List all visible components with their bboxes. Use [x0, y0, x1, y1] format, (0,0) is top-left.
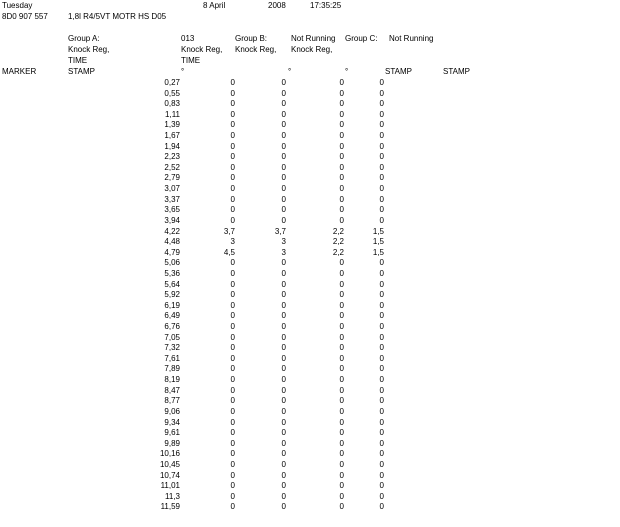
knock-reg-2-cell: 0	[281, 290, 286, 300]
knock-reg-2-cell: 0	[281, 470, 286, 480]
knock-reg-2-cell: 0	[281, 78, 286, 87]
knock-reg-4-cell: 0	[379, 428, 384, 438]
knock-reg-2-cell: 0	[281, 268, 286, 278]
knock-reg-4-cell: 0	[379, 449, 384, 459]
time-stamp-cell: 11,59	[160, 502, 180, 512]
knock-reg-1-cell: 0	[230, 428, 235, 438]
table-row	[0, 163, 620, 174]
knock-reg-1-cell: 0	[230, 311, 235, 321]
knock-reg-1-cell: 0	[230, 438, 235, 448]
table-row	[0, 152, 620, 163]
table-row	[0, 439, 620, 450]
time-stamp-cell: 7,89	[164, 364, 180, 374]
knock-reg-4-cell: 0	[379, 131, 384, 141]
knock-reg-2-cell: 0	[281, 385, 286, 395]
knock-reg-3-cell: 0	[339, 173, 344, 183]
knock-reg-3-cell: 0	[339, 406, 344, 416]
time-stamp-cell: 2,52	[164, 162, 180, 172]
knock-reg-2-cell: 0	[281, 279, 286, 289]
time-stamp-cell: 6,76	[164, 322, 180, 332]
knock-reg-3-cell: 0	[339, 332, 344, 342]
knock-reg-3-cell: 0	[339, 162, 344, 172]
time-stamp-cell: 1,39	[164, 120, 180, 130]
time-stamp-cell: 9,61	[164, 428, 180, 438]
knock-reg-3-cell: 0	[339, 258, 344, 268]
unit-degree-2: °	[288, 67, 292, 76]
knock-reg-3-cell: 0	[339, 215, 344, 225]
time-stamp-cell: 8,47	[164, 385, 180, 395]
knock-reg-2-cell: 0	[281, 215, 286, 225]
knock-reg-2-cell: 0	[281, 364, 286, 374]
knock-reg-3-cell: 0	[339, 459, 344, 469]
knock-reg-3-cell: 0	[339, 99, 344, 109]
knock-reg-3-cell: 0	[339, 131, 344, 141]
knock-reg-4-cell: 0	[379, 215, 384, 225]
knock-reg-4-cell: 0	[379, 173, 384, 183]
stamp-header-3: STAMP	[443, 67, 470, 76]
knock-reg-3-cell: 0	[339, 417, 344, 427]
knock-reg-3-cell: 0	[339, 375, 344, 385]
knock-reg-1-cell: 0	[230, 109, 235, 119]
data-table	[0, 78, 620, 513]
knock-reg-2-cell: 3	[281, 247, 286, 257]
time-stamp-cell: 10,16	[159, 449, 180, 459]
time-stamp-cell: 6,49	[164, 311, 180, 321]
knock-reg-1-cell: 0	[230, 173, 235, 183]
knock-reg-3-cell: 0	[339, 385, 344, 395]
knock-reg-3-cell: 0	[339, 396, 344, 406]
time-stamp-cell: 9,34	[164, 417, 180, 427]
time-stamp-cell: 7,32	[164, 343, 180, 353]
time-stamp-cell: 9,89	[164, 438, 180, 448]
knock-reg-4-cell: 0	[379, 258, 384, 268]
knock-reg-3-cell: 0	[339, 428, 344, 438]
knock-reg-2-cell: 3	[281, 237, 286, 247]
col-1-knock-reg: Knock Reg,	[68, 45, 110, 54]
table-row	[0, 280, 620, 291]
knock-reg-3-cell: 0	[339, 481, 344, 491]
knock-reg-4-cell: 0	[379, 162, 384, 172]
time-stamp-cell: 0,83	[164, 99, 180, 109]
knock-reg-4-cell: 0	[379, 184, 384, 194]
table-row	[0, 205, 620, 216]
knock-reg-1-cell: 0	[230, 258, 235, 268]
knock-reg-2-cell: 0	[281, 343, 286, 353]
col-1-time: TIME	[68, 56, 88, 65]
knock-reg-1-cell: 0	[230, 353, 235, 363]
knock-reg-3-cell: 0	[339, 205, 344, 215]
knock-reg-2-cell: 0	[281, 353, 286, 363]
knock-reg-1-cell: 0	[230, 459, 235, 469]
knock-reg-1-cell: 0	[230, 78, 235, 87]
time-stamp-cell: 7,05	[164, 332, 180, 342]
knock-reg-1-cell: 0	[230, 406, 235, 416]
knock-reg-1-cell: 0	[230, 417, 235, 427]
knock-reg-2-cell: 0	[281, 396, 286, 406]
knock-reg-3-cell: 0	[339, 88, 344, 98]
knock-reg-4-cell: 0	[379, 353, 384, 363]
col-2-knock-reg: Knock Reg,	[181, 45, 223, 54]
knock-reg-1-cell: 0	[230, 481, 235, 491]
engine-description: 1,8l R4/5VT MOTR HS D05	[68, 12, 167, 21]
knock-reg-4-cell: 0	[379, 120, 384, 130]
knock-reg-2-cell: 0	[281, 120, 286, 130]
knock-reg-2-cell: 0	[281, 152, 286, 162]
knock-reg-4-cell: 0	[379, 194, 384, 204]
knock-reg-1-cell: 0	[230, 290, 235, 300]
time-stamp-cell: 11,01	[160, 481, 180, 491]
table-row	[0, 184, 620, 195]
part-number: 8D0 907 557	[2, 12, 48, 21]
knock-reg-1-cell: 4,5	[223, 247, 235, 257]
table-row	[0, 237, 620, 248]
knock-reg-3-cell: 2,2	[332, 226, 344, 236]
knock-reg-4-cell: 0	[379, 406, 384, 416]
knock-reg-3-cell: 0	[339, 470, 344, 480]
table-row	[0, 428, 620, 439]
knock-reg-4-cell: 0	[379, 459, 384, 469]
table-row	[0, 333, 620, 344]
knock-reg-4-cell: 0	[379, 417, 384, 427]
knock-reg-3-cell: 0	[339, 502, 344, 512]
time-stamp-cell: 10,45	[159, 459, 180, 469]
knock-reg-1-cell: 0	[230, 205, 235, 215]
knock-reg-4-cell: 0	[379, 99, 384, 109]
knock-reg-2-cell: 0	[281, 184, 286, 194]
time-stamp-cell: 0,27	[164, 78, 180, 87]
time-stamp-cell: 8,19	[164, 375, 180, 385]
knock-reg-4-cell: 0	[379, 205, 384, 215]
col-4-knock-reg: Knock Reg,	[291, 45, 333, 54]
knock-reg-1-cell: 0	[230, 162, 235, 172]
knock-reg-1-cell: 0	[230, 470, 235, 480]
table-row	[0, 407, 620, 418]
knock-reg-4-cell: 1,5	[372, 226, 384, 236]
time-stamp-cell: 5,06	[164, 258, 180, 268]
marker-header: MARKER	[2, 67, 37, 76]
table-row	[0, 322, 620, 333]
knock-reg-3-cell: 0	[339, 364, 344, 374]
unit-degree-3: °	[345, 67, 349, 76]
knock-reg-1-cell: 0	[230, 215, 235, 225]
stamp-header-2: STAMP	[385, 67, 412, 76]
knock-reg-1-cell: 0	[230, 194, 235, 204]
table-row	[0, 396, 620, 407]
table-row	[0, 131, 620, 142]
knock-reg-4-cell: 0	[379, 88, 384, 98]
knock-reg-4-cell: 0	[379, 396, 384, 406]
knock-reg-1-cell: 0	[230, 300, 235, 310]
knock-reg-3-cell: 0	[339, 491, 344, 501]
knock-reg-2-cell: 0	[281, 162, 286, 172]
knock-reg-3-cell: 0	[339, 78, 344, 87]
table-row	[0, 492, 620, 503]
time-stamp-cell: 6,19	[164, 300, 180, 310]
knock-reg-1-cell: 0	[230, 322, 235, 332]
knock-reg-4-cell: 0	[379, 343, 384, 353]
knock-reg-3-cell: 0	[339, 141, 344, 151]
knock-reg-3-cell: 0	[339, 109, 344, 119]
date-label: 8 April	[203, 1, 226, 10]
table-row	[0, 471, 620, 482]
knock-reg-3-cell: 0	[339, 152, 344, 162]
knock-reg-3-cell: 0	[339, 311, 344, 321]
time-stamp-cell: 5,64	[164, 279, 180, 289]
knock-reg-2-cell: 0	[281, 428, 286, 438]
knock-reg-4-cell: 0	[379, 279, 384, 289]
knock-reg-2-cell: 0	[281, 332, 286, 342]
knock-reg-2-cell: 0	[281, 173, 286, 183]
knock-reg-4-cell: 0	[379, 268, 384, 278]
knock-reg-2-cell: 0	[281, 406, 286, 416]
knock-reg-3-cell: 0	[339, 184, 344, 194]
knock-reg-3-cell: 0	[339, 322, 344, 332]
table-row	[0, 99, 620, 110]
knock-reg-4-cell: 0	[379, 141, 384, 151]
knock-reg-4-cell: 0	[379, 385, 384, 395]
knock-reg-2-cell: 0	[281, 88, 286, 98]
knock-reg-2-cell: 0	[281, 491, 286, 501]
table-row	[0, 290, 620, 301]
knock-reg-1-cell: 0	[230, 120, 235, 130]
knock-reg-1-cell: 0	[230, 364, 235, 374]
time-stamp-cell: 4,48	[164, 237, 180, 247]
table-row	[0, 386, 620, 397]
knock-reg-1-cell: 0	[230, 332, 235, 342]
unit-degree-1: °	[181, 67, 185, 76]
knock-reg-2-cell: 0	[281, 194, 286, 204]
knock-reg-2-cell: 0	[281, 109, 286, 119]
time-stamp-cell: 1,11	[165, 109, 180, 119]
table-row	[0, 269, 620, 280]
time-stamp-cell: 11,3	[165, 491, 180, 501]
knock-reg-4-cell: 0	[379, 438, 384, 448]
knock-reg-4-cell: 0	[379, 290, 384, 300]
table-row	[0, 89, 620, 100]
knock-reg-2-cell: 0	[281, 322, 286, 332]
table-row	[0, 195, 620, 206]
knock-reg-1-cell: 0	[230, 491, 235, 501]
knock-reg-3-cell: 0	[339, 343, 344, 353]
knock-reg-3-cell: 2,2	[332, 247, 344, 257]
knock-reg-4-cell: 0	[379, 470, 384, 480]
table-row	[0, 343, 620, 354]
time-stamp-cell: 4,22	[164, 226, 180, 236]
table-row	[0, 481, 620, 492]
year-label: 2008	[268, 1, 286, 10]
col-2-time: TIME	[181, 56, 201, 65]
knock-reg-3-cell: 0	[339, 194, 344, 204]
table-row	[0, 78, 620, 89]
knock-reg-1-cell: 3	[230, 237, 235, 247]
table-row	[0, 142, 620, 153]
table-row	[0, 449, 620, 460]
time-stamp-cell: 5,92	[164, 290, 180, 300]
knock-reg-4-cell: 0	[379, 375, 384, 385]
table-row	[0, 216, 620, 227]
knock-reg-3-cell: 2,2	[332, 237, 344, 247]
knock-reg-4-cell: 1,5	[372, 237, 384, 247]
knock-reg-2-cell: 0	[281, 131, 286, 141]
knock-reg-1-cell: 0	[230, 343, 235, 353]
group-a-block: 013	[181, 34, 195, 43]
knock-reg-2-cell: 0	[281, 459, 286, 469]
knock-reg-1-cell: 0	[230, 502, 235, 512]
knock-reg-4-cell: 0	[379, 481, 384, 491]
time-stamp-cell: 10,74	[159, 470, 180, 480]
knock-reg-4-cell: 0	[379, 109, 384, 119]
time-stamp-cell: 8,77	[164, 396, 180, 406]
col-3-knock-reg: Knock Reg,	[235, 45, 277, 54]
knock-reg-2-cell: 0	[281, 141, 286, 151]
time-stamp-cell: 0,55	[164, 88, 180, 98]
knock-reg-1-cell: 0	[230, 279, 235, 289]
table-row	[0, 375, 620, 386]
knock-reg-4-cell: 0	[379, 322, 384, 332]
table-row	[0, 364, 620, 375]
time-stamp-cell: 9,06	[164, 406, 180, 416]
knock-reg-1-cell: 0	[230, 88, 235, 98]
table-row	[0, 120, 620, 131]
table-row	[0, 502, 620, 513]
knock-reg-2-cell: 0	[281, 258, 286, 268]
time-stamp-cell: 2,79	[164, 173, 180, 183]
knock-reg-4-cell: 0	[379, 364, 384, 374]
knock-reg-3-cell: 0	[339, 279, 344, 289]
knock-reg-1-cell: 0	[230, 375, 235, 385]
knock-reg-2-cell: 0	[281, 502, 286, 512]
time-label: 17:35:25	[310, 1, 342, 10]
table-row	[0, 227, 620, 238]
table-row	[0, 258, 620, 269]
knock-reg-2-cell: 0	[281, 311, 286, 321]
table-row	[0, 173, 620, 184]
knock-reg-2-cell: 0	[281, 205, 286, 215]
table-row	[0, 311, 620, 322]
table-row	[0, 418, 620, 429]
knock-reg-3-cell: 0	[339, 290, 344, 300]
time-stamp-cell: 2,23	[164, 152, 180, 162]
knock-reg-2-cell: 0	[281, 375, 286, 385]
knock-reg-4-cell: 0	[379, 311, 384, 321]
knock-reg-1-cell: 0	[230, 141, 235, 151]
time-stamp-cell: 1,67	[164, 131, 180, 141]
knock-reg-3-cell: 0	[339, 438, 344, 448]
knock-reg-2-cell: 0	[281, 99, 286, 109]
knock-reg-1-cell: 0	[230, 268, 235, 278]
group-a-label: Group A:	[68, 34, 100, 43]
knock-reg-1-cell: 0	[230, 131, 235, 141]
knock-reg-4-cell: 0	[379, 152, 384, 162]
table-row	[0, 110, 620, 121]
time-stamp-cell: 3,07	[164, 184, 180, 194]
stamp-header-1: STAMP	[68, 67, 95, 76]
time-stamp-cell: 5,36	[164, 268, 180, 278]
table-row	[0, 248, 620, 259]
knock-reg-4-cell: 0	[379, 502, 384, 512]
knock-reg-3-cell: 0	[339, 120, 344, 130]
knock-reg-1-cell: 0	[230, 99, 235, 109]
time-stamp-cell: 4,79	[164, 247, 180, 257]
time-stamp-cell: 3,65	[164, 205, 180, 215]
knock-reg-3-cell: 0	[339, 300, 344, 310]
knock-reg-2-cell: 0	[281, 449, 286, 459]
knock-reg-2-cell: 0	[281, 481, 286, 491]
knock-reg-1-cell: 0	[230, 184, 235, 194]
group-c-status: Not Running	[389, 34, 434, 43]
knock-reg-4-cell: 0	[379, 491, 384, 501]
knock-reg-3-cell: 0	[339, 449, 344, 459]
table-row	[0, 301, 620, 312]
knock-reg-1-cell: 0	[230, 396, 235, 406]
knock-reg-2-cell: 3,7	[274, 226, 286, 236]
time-stamp-cell: 7,61	[164, 353, 180, 363]
time-stamp-cell: 3,37	[164, 194, 180, 204]
knock-reg-4-cell: 0	[379, 78, 384, 87]
day-label: Tuesday	[2, 1, 33, 10]
group-b-label: Group B:	[235, 34, 268, 43]
table-row	[0, 354, 620, 365]
knock-reg-1-cell: 0	[230, 449, 235, 459]
group-b-status: Not Running	[291, 34, 336, 43]
knock-reg-4-cell: 1,5	[372, 247, 384, 257]
knock-reg-1-cell: 0	[230, 385, 235, 395]
time-stamp-cell: 3,94	[164, 215, 180, 225]
knock-reg-2-cell: 0	[281, 438, 286, 448]
table-row	[0, 460, 620, 471]
group-c-label: Group C:	[345, 34, 378, 43]
knock-reg-2-cell: 0	[281, 300, 286, 310]
knock-reg-3-cell: 0	[339, 268, 344, 278]
time-stamp-cell: 1,94	[164, 141, 180, 151]
knock-reg-1-cell: 3,7	[223, 226, 235, 236]
knock-reg-4-cell: 0	[379, 332, 384, 342]
knock-reg-2-cell: 0	[281, 417, 286, 427]
knock-reg-3-cell: 0	[339, 353, 344, 363]
knock-reg-1-cell: 0	[230, 152, 235, 162]
knock-reg-4-cell: 0	[379, 300, 384, 310]
